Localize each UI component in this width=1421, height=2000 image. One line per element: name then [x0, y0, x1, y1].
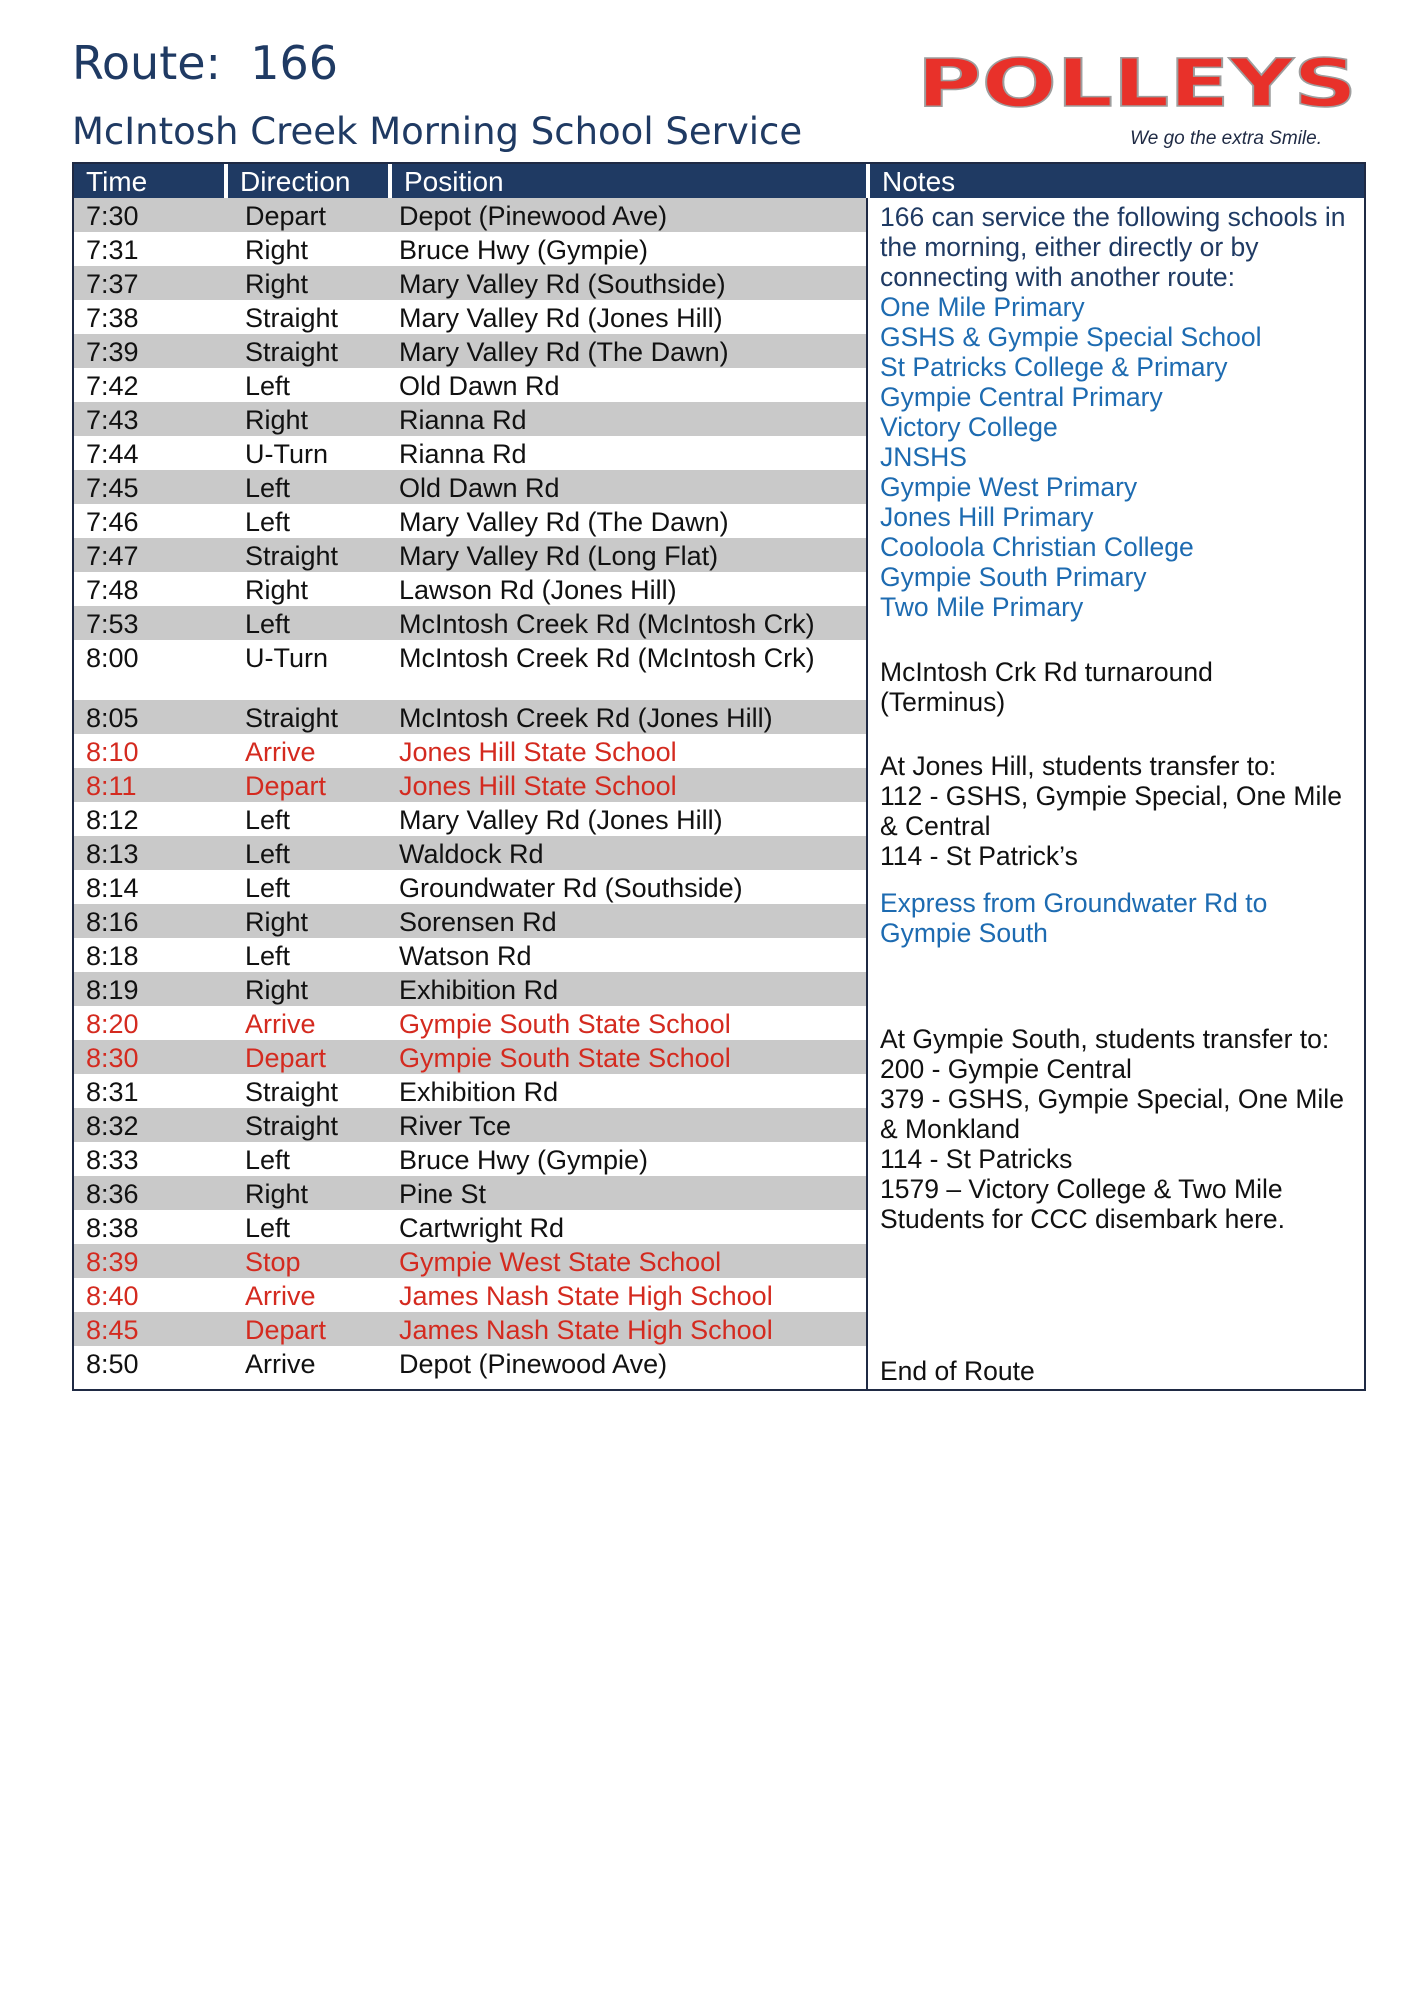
table-row [74, 1108, 866, 1142]
route-number-heading: Route: 166 [72, 36, 339, 90]
table-row [74, 904, 866, 938]
position-cell: Gympie South State School [399, 1009, 731, 1039]
time-cell: 8:14 [86, 873, 139, 903]
direction-cell: U-Turn [245, 439, 329, 469]
position-cell: Jones Hill State School [399, 737, 677, 767]
position-cell: James Nash State High School [399, 1315, 773, 1345]
table-row [74, 402, 866, 436]
turnaround-note: McIntosh Crk Rd turnaround (Terminus) [880, 657, 1213, 717]
time-cell: 8:10 [86, 737, 139, 767]
position-cell: Mary Valley Rd (The Dawn) [399, 507, 729, 537]
table-row [74, 1346, 866, 1380]
time-cell: 8:13 [86, 839, 139, 869]
note-line: 379 - GSHS, Gympie Special, One Mile & Monkland [880, 1084, 1344, 1144]
table-row [74, 470, 866, 504]
position-cell: Jones Hill State School [399, 771, 677, 801]
school-item: Cooloola Christian College [880, 532, 1194, 562]
note-line: At Gympie South, students transfer to: [880, 1024, 1330, 1054]
direction-cell: Straight [245, 337, 339, 367]
time-cell: 7:30 [86, 201, 139, 231]
gympie-south-transfer-note [880, 1024, 1358, 1234]
direction-cell: Stop [245, 1247, 301, 1277]
position-cell: Gympie South State School [399, 1043, 731, 1073]
position-cell: Pine St [399, 1179, 487, 1209]
note-line: 112 - GSHS, Gympie Special, One Mile & Central [880, 781, 1342, 841]
school-item: Gympie Central Primary [880, 382, 1163, 412]
time-cell: 8:33 [86, 1145, 139, 1175]
direction-cell: Straight [245, 1077, 339, 1107]
table-row [74, 938, 866, 972]
time-cell: 8:19 [86, 975, 139, 1005]
table-row [74, 768, 866, 802]
table-row [74, 972, 866, 1006]
time-cell: 8:12 [86, 805, 139, 835]
position-cell: James Nash State High School [399, 1281, 773, 1311]
express-note: Express from Groundwater Rd to Gympie South [880, 888, 1268, 948]
table-row [74, 368, 866, 402]
table-row [74, 802, 866, 836]
position-cell: Sorensen Rd [399, 907, 557, 937]
time-cell: 8:16 [86, 907, 139, 937]
direction-cell: Arrive [245, 1281, 316, 1311]
time-cell: 7:44 [86, 439, 139, 469]
polleys-logo [912, 44, 1362, 156]
position-cell: Depot (Pinewood Ave) [399, 201, 668, 231]
note-line: Students for CCC disembark here. [880, 1204, 1286, 1234]
time-cell: 7:37 [86, 269, 139, 299]
direction-cell: Left [245, 805, 291, 835]
direction-cell: Left [245, 1213, 291, 1243]
direction-cell: Straight [245, 1111, 339, 1141]
schools-intro-note: 166 can service the following schools in the morning, either directly or by connecting with another route: [880, 202, 1346, 292]
polleys-wordmark: POLLEYS [917, 45, 1357, 122]
position-cell: Cartwright Rd [399, 1213, 565, 1243]
time-cell: 7:39 [86, 337, 139, 367]
position-cell: Groundwater Rd (Southside) [399, 873, 743, 903]
table-row [74, 1312, 866, 1346]
school-item: Gympie West Primary [880, 472, 1138, 502]
time-cell: 8:31 [86, 1077, 139, 1107]
direction-cell: Right [245, 575, 309, 605]
direction-cell: Left [245, 873, 291, 903]
position-cell: Old Dawn Rd [399, 371, 560, 401]
table-row [74, 504, 866, 538]
time-cell: 7:53 [86, 609, 139, 639]
time-cell: 7:42 [86, 371, 139, 401]
direction-cell: Depart [245, 771, 327, 801]
school-item: Gympie South Primary [880, 562, 1147, 592]
note-line: 1579 – Victory College & Two Mile [880, 1174, 1283, 1204]
time-cell: 8:45 [86, 1315, 139, 1345]
position-cell: Bruce Hwy (Gympie) [399, 1145, 649, 1175]
school-item: Two Mile Primary [880, 592, 1084, 622]
time-cell: 7:45 [86, 473, 139, 503]
direction-cell: Straight [245, 703, 339, 733]
table-row [74, 836, 866, 870]
time-cell: 8:39 [86, 1247, 139, 1277]
note-line: 200 - Gympie Central [880, 1054, 1132, 1084]
time-cell: 8:18 [86, 941, 139, 971]
time-cell: 8:38 [86, 1213, 139, 1243]
table-row [74, 300, 866, 334]
direction-cell: Left [245, 371, 291, 401]
service-title: McIntosh Creek Morning School Service [72, 110, 803, 153]
table-row [74, 606, 866, 640]
position-cell: Waldock Rd [399, 839, 544, 869]
time-cell: 8:11 [86, 771, 137, 801]
table-row [74, 870, 866, 904]
time-cell: 8:05 [86, 703, 139, 733]
polleys-tagline: We go the extra Smile. [1130, 128, 1322, 149]
column-header-direction: Direction [228, 164, 388, 198]
direction-cell: Depart [245, 201, 327, 231]
time-cell: 8:30 [86, 1043, 139, 1073]
direction-cell: Left [245, 1145, 291, 1175]
direction-cell: Depart [245, 1315, 327, 1345]
timetable-rows [74, 198, 866, 1380]
direction-cell: Right [245, 235, 309, 265]
column-header-notes: Notes [870, 164, 1364, 198]
note-line: 114 - St Patricks [880, 1144, 1073, 1174]
table-row [74, 700, 866, 734]
position-cell: Rianna Rd [399, 439, 527, 469]
direction-cell: Straight [245, 303, 339, 333]
direction-cell: U-Turn [245, 643, 329, 673]
position-cell: McIntosh Creek Rd (McIntosh Crk) [399, 643, 815, 673]
table-row [74, 1210, 866, 1244]
table-row [74, 1176, 866, 1210]
position-cell: Mary Valley Rd (Jones Hill) [399, 805, 723, 835]
time-cell: 8:32 [86, 1111, 139, 1141]
position-cell: Exhibition Rd [399, 1077, 559, 1107]
position-cell: Rianna Rd [399, 405, 527, 435]
position-cell: McIntosh Creek Rd (Jones Hill) [399, 703, 773, 733]
school-item: One Mile Primary [880, 292, 1085, 322]
table-row [74, 1278, 866, 1312]
table-row [74, 1074, 866, 1108]
column-header-position: Position [392, 164, 866, 198]
table-row [74, 266, 866, 300]
time-cell: 7:43 [86, 405, 139, 435]
time-cell: 7:47 [86, 541, 139, 571]
time-cell: 7:46 [86, 507, 139, 537]
direction-cell: Right [245, 907, 309, 937]
table-row [74, 1006, 866, 1040]
position-cell: Watson Rd [399, 941, 532, 971]
position-cell: Mary Valley Rd (Jones Hill) [399, 303, 723, 333]
note-line: At Jones Hill, students transfer to: [880, 751, 1277, 781]
direction-cell: Left [245, 941, 291, 971]
position-cell: Old Dawn Rd [399, 473, 560, 503]
table-row [74, 1040, 866, 1074]
table-row [74, 1142, 866, 1176]
school-item: Victory College [880, 412, 1058, 442]
position-cell: Exhibition Rd [399, 975, 559, 1005]
position-cell: Bruce Hwy (Gympie) [399, 235, 649, 265]
school-item: Jones Hill Primary [880, 502, 1094, 532]
table-row [74, 640, 866, 700]
table-row [74, 232, 866, 266]
direction-cell: Arrive [245, 1009, 316, 1039]
end-of-route-note: End of Route [880, 1356, 1035, 1386]
table-row [74, 436, 866, 470]
position-cell: River Tce [399, 1111, 512, 1141]
position-cell: Depot (Pinewood Ave) [399, 1349, 668, 1379]
position-cell: Gympie West State School [399, 1247, 722, 1277]
direction-cell: Right [245, 405, 309, 435]
direction-cell: Left [245, 609, 291, 639]
direction-cell: Left [245, 839, 291, 869]
table-row [74, 734, 866, 768]
direction-cell: Left [245, 473, 291, 503]
note-line: 114 - St Patrick’s [880, 841, 1078, 871]
position-cell: Mary Valley Rd (Long Flat) [399, 541, 719, 571]
school-item: GSHS & Gympie Special School [880, 322, 1262, 352]
table-row [74, 572, 866, 606]
notes-column [866, 198, 1366, 1389]
time-cell: 7:31 [86, 235, 139, 265]
schools-list [880, 292, 1358, 622]
position-cell: McIntosh Creek Rd (McIntosh Crk) [399, 609, 815, 639]
time-cell: 7:38 [86, 303, 139, 333]
time-cell: 7:48 [86, 575, 139, 605]
table-row [74, 1244, 866, 1278]
time-cell: 8:20 [86, 1009, 139, 1039]
position-cell: Mary Valley Rd (Southside) [399, 269, 726, 299]
direction-cell: Arrive [245, 1349, 316, 1379]
time-cell: 8:00 [86, 643, 139, 673]
direction-cell: Straight [245, 541, 339, 571]
time-cell: 8:40 [86, 1281, 139, 1311]
direction-cell: Arrive [245, 737, 316, 767]
direction-cell: Depart [245, 1043, 327, 1073]
time-cell: 8:36 [86, 1179, 139, 1209]
direction-cell: Left [245, 507, 291, 537]
timetable [72, 162, 1366, 1391]
direction-cell: Right [245, 975, 309, 1005]
time-cell: 8:50 [86, 1349, 139, 1379]
school-item: JNSHS [880, 442, 967, 472]
table-row [74, 334, 866, 368]
school-item: St Patricks College & Primary [880, 352, 1228, 382]
column-header-time: Time [74, 164, 224, 198]
jones-hill-transfer-note [880, 751, 1358, 871]
table-row [74, 538, 866, 572]
position-cell: Lawson Rd (Jones Hill) [399, 575, 677, 605]
direction-cell: Right [245, 1179, 309, 1209]
position-cell: Mary Valley Rd (The Dawn) [399, 337, 729, 367]
table-row [74, 198, 866, 232]
direction-cell: Right [245, 269, 309, 299]
